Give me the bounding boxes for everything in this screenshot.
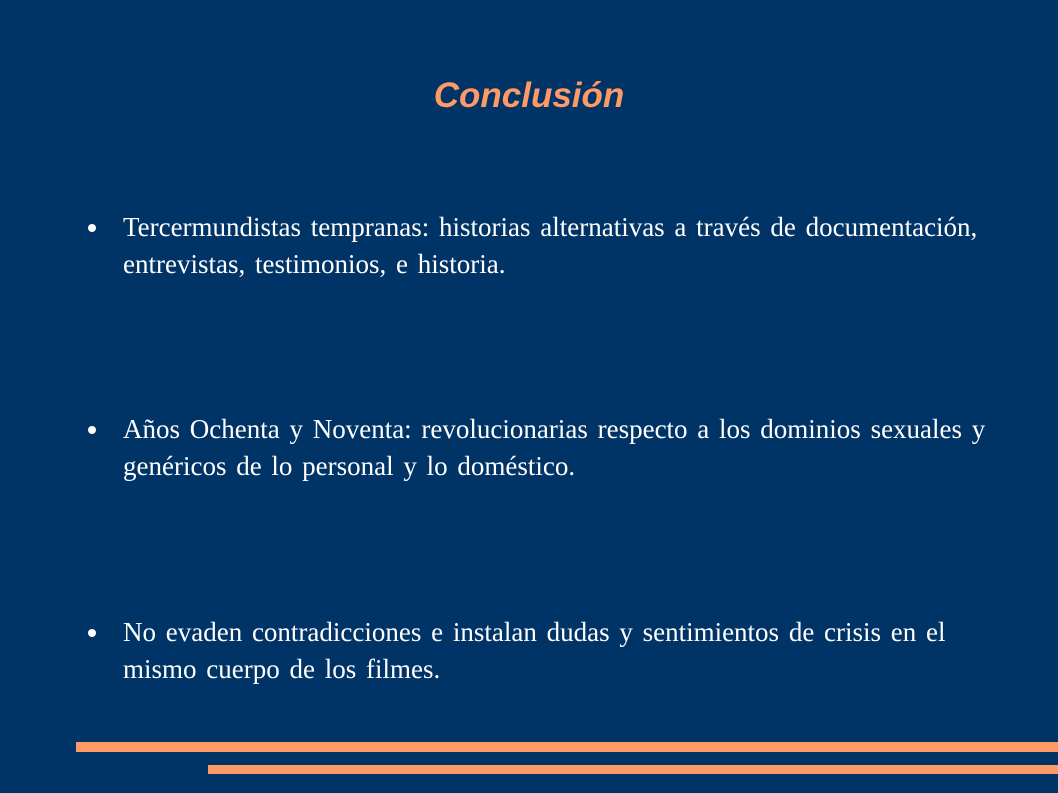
bullet-dot-icon: [88, 426, 96, 434]
bullet-dot-icon: [88, 224, 96, 232]
bullet-text: No evaden contradicciones e instalan dudas y sentimientos de crisis en el mismo cuerpo de los filmes.: [123, 617, 946, 684]
slide-title: Conclusión: [433, 76, 625, 115]
decorative-bar-top: [76, 742, 1058, 752]
decorative-bar-bottom: [208, 765, 1058, 774]
bullet-text: Tercermundistas tempranas: historias alternativas a través de documentación, entrevistas, testimonios, e historia.: [123, 212, 978, 279]
bullet-text: Años Ochenta y Noventa: revolucionarias respecto a los dominios sexuales y genéricos de lo personal y lo doméstico.: [123, 414, 986, 481]
bullet-dot-icon: [88, 629, 96, 637]
